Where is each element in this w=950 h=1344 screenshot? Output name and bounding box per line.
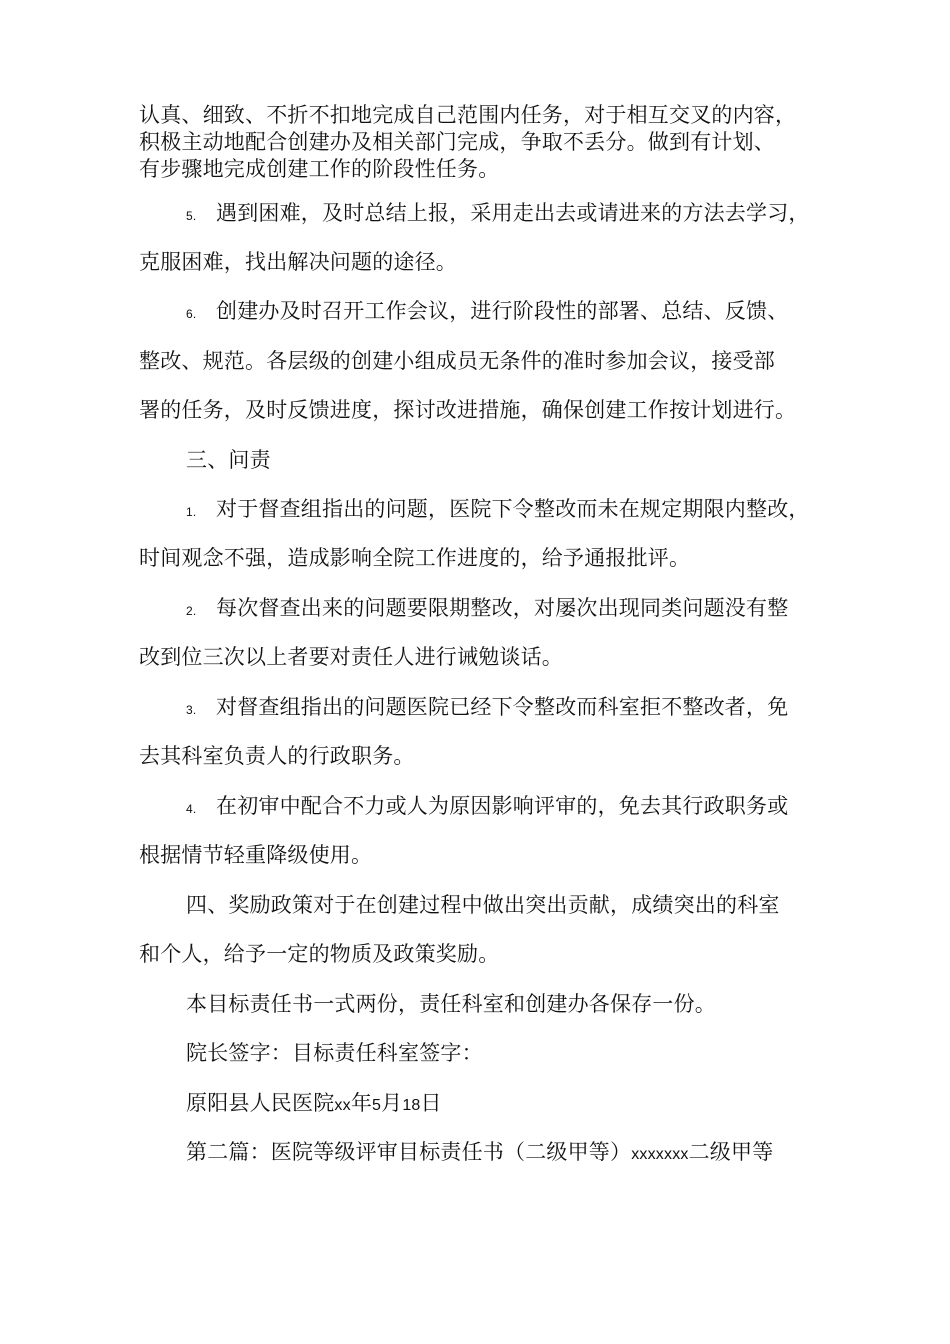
item-5-number: 5. <box>186 209 197 223</box>
accountability-1-number: 1. <box>186 505 197 519</box>
item-6-line-2: 整改、规范。各层级的创建小组成员无条件的准时参加会议，接受部 <box>139 349 775 373</box>
accountability-1-line-1 <box>186 497 810 524</box>
date-day-unit: 日 <box>420 1091 442 1115</box>
accountability-3-line-1 <box>186 695 788 722</box>
next-article-heading: 第二篇：医院等级评审目标责任书（二级甲等） <box>186 1140 632 1164</box>
accountability-1-text: 对于督查组指出的问题，医院下令整改而未在规定期限内整改， <box>216 497 810 521</box>
accountability-2-text: 每次督查出来的问题要限期整改，对屡次出现同类问题没有整 <box>216 596 789 620</box>
date-year-unit: 年 <box>350 1091 373 1115</box>
date-day: 18 <box>402 1097 421 1114</box>
accountability-3-line-2: 去其科室负责人的行政职务。 <box>139 744 415 768</box>
intro-line-3: 有步骤地完成创建工作的阶段性任务。 <box>139 157 500 181</box>
hospital-name: 原阳县人民医院 <box>186 1091 335 1115</box>
section-4-line-2: 和个人，给予一定的物质及政策奖励。 <box>139 942 500 966</box>
accountability-2-line-1 <box>186 596 788 623</box>
accountability-2-line-2: 改到位三次以上者要对责任人进行诫勉谈话。 <box>139 645 563 669</box>
signature-line: 院长签字：目标责任科室签字： <box>186 1041 483 1065</box>
accountability-1-line-2: 时间观念不强，造成影响全院工作进度的，给予通报批评。 <box>139 546 691 570</box>
next-article-suffix: 二级甲等 <box>688 1140 774 1164</box>
item-5-line-1 <box>186 201 810 228</box>
copies-statement: 本目标责任书一式两份，责任科室和创建办各保存一份。 <box>186 992 716 1016</box>
section-4-line-1: 四、奖励政策对于在创建过程中做出突出贡献，成绩突出的科室 <box>186 893 780 917</box>
date-month-unit: 月 <box>381 1091 403 1115</box>
section-3-heading: 三、问责 <box>186 448 271 472</box>
item-5-line-2: 克服困难，找出解决问题的途径。 <box>139 250 457 274</box>
accountability-3-text: 对督查组指出的问题医院已经下令整改而科室拒不整改者，免 <box>216 695 789 719</box>
next-article-code: xxxxxxx <box>631 1146 689 1163</box>
intro-line-2: 积极主动地配合创建办及相关部门完成，争取不丢分。做到有计划、 <box>139 130 775 154</box>
accountability-2-number: 2. <box>186 604 197 618</box>
next-article-title <box>186 1140 773 1167</box>
date-year: xx <box>334 1097 351 1114</box>
accountability-4-number: 4. <box>186 802 197 816</box>
accountability-4-text: 在初审中配合不力或人为原因影响评审的，免去其行政职务或 <box>216 794 789 818</box>
item-5-text: 遇到困难，及时总结上报，采用走出去或请进来的方法去学习， <box>216 201 810 225</box>
item-6-line-3: 署的任务，及时反馈进度，探讨改进措施，确保创建工作按计划进行。 <box>139 398 797 422</box>
accountability-4-line-2: 根据情节轻重降级使用。 <box>139 843 373 867</box>
item-6-line-1 <box>186 299 788 326</box>
item-6-number: 6. <box>186 307 197 321</box>
accountability-3-number: 3. <box>186 703 197 717</box>
date-month: 5 <box>372 1097 382 1114</box>
accountability-4-line-1 <box>186 794 788 821</box>
intro-line-1: 认真、细致、不折不扣地完成自己范围内任务，对于相互交叉的内容， <box>139 103 797 127</box>
date-line <box>186 1091 442 1118</box>
item-6-text: 创建办及时召开工作会议，进行阶段性的部署、总结、反馈、 <box>216 299 789 323</box>
